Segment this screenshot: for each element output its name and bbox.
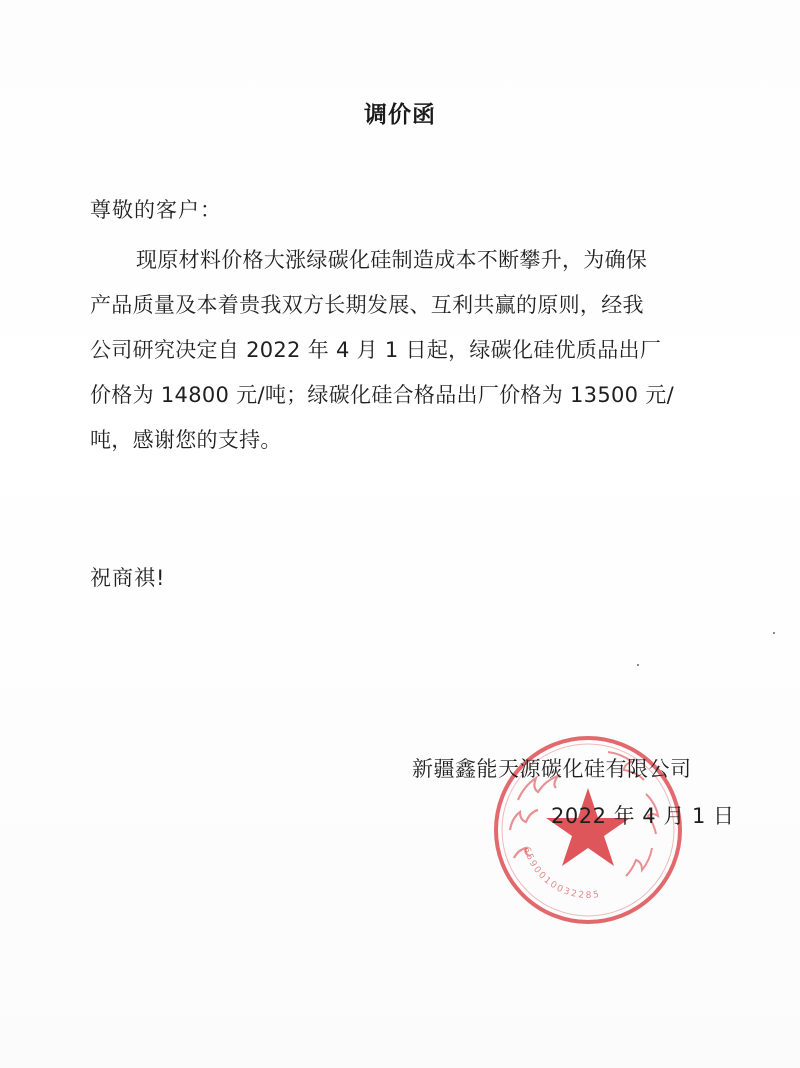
page-title: 调价函: [364, 102, 436, 128]
paper-speck: [637, 664, 639, 666]
greeting: 尊敬的客户：: [90, 198, 222, 222]
body-line: 产品质量及本着贵我双方长期发展、互利共赢的原则，经我: [90, 293, 644, 317]
signature-date: 2022 年 4 月 1 日: [551, 804, 735, 828]
closing-salutation: 祝商祺!: [90, 566, 166, 590]
seal-serial-number: 6590010032285: [521, 845, 602, 901]
body-line: 现原材料价格大涨绿碳化硅制造成本不断攀升，为确保: [136, 248, 648, 272]
body-line: 吨，感谢您的支持。: [90, 428, 282, 452]
body-line: 价格为 14800 元/吨；绿碳化硅合格品出厂价格为 13500 元/: [90, 383, 674, 407]
signature-company-name: 新疆鑫能天源碳化硅有限公司: [412, 757, 692, 781]
letter-body: [90, 238, 750, 463]
body-line: 公司研究决定自 2022 年 4 月 1 日起，绿碳化硅优质品出厂: [90, 338, 662, 362]
paper-speck: [773, 632, 775, 634]
